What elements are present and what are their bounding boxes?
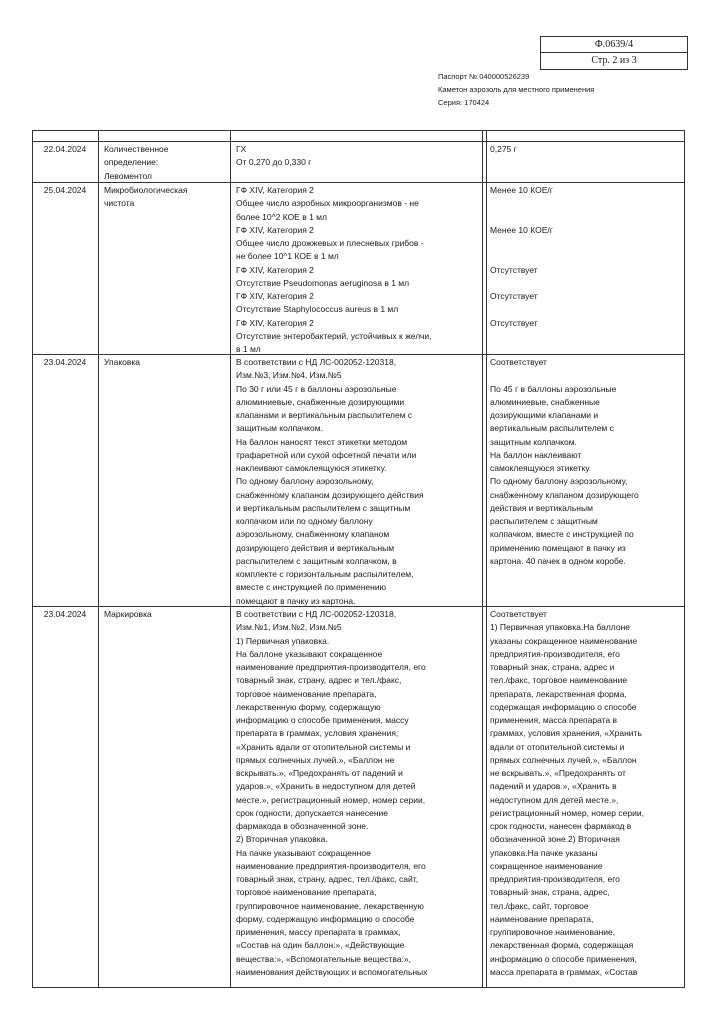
text-line: не вскрывать.», «Предохранять от bbox=[490, 768, 626, 778]
text-line: защитным колпачком. bbox=[490, 436, 577, 447]
text-line: тел./факс, торговое наименование bbox=[490, 675, 628, 686]
text-line: ГФ XIV, Категория 2 bbox=[236, 264, 314, 275]
text-line bbox=[490, 237, 684, 250]
text-line: 23.04.2024 bbox=[43, 357, 87, 367]
text-line: алюминиевые, снабженные bbox=[490, 396, 600, 407]
text-line: ударов.», «Хранить в недоступном для детей bbox=[236, 781, 416, 792]
text-line: Отсутствует bbox=[490, 264, 538, 275]
text-line: клапанами и вертикальным распылителем с bbox=[236, 410, 413, 420]
text-line: месте.», регистрационный номер, номер серии, bbox=[236, 794, 426, 805]
text-line: срок годности, допускается нанесение bbox=[236, 807, 389, 818]
result-cell bbox=[490, 608, 684, 986]
text-line: От 0,270 до 0,330 г bbox=[236, 157, 312, 168]
text-line bbox=[490, 277, 684, 290]
text-line bbox=[490, 369, 684, 382]
text-line: ГФ XIV, Категория 2 bbox=[236, 185, 314, 195]
text-line: торговое наименование препарата, bbox=[236, 887, 377, 898]
text-line: На баллон наносят текст этикетки методом bbox=[236, 436, 408, 447]
document-header bbox=[438, 70, 594, 109]
row-divider bbox=[33, 354, 684, 355]
text-line: Менее 10 КОЕ/г bbox=[490, 185, 553, 195]
text-line: товарный знак, страна, адрес и bbox=[490, 662, 615, 672]
text-line: наклеивают самоклеящуюся этикетку. bbox=[236, 463, 387, 473]
test-name-cell bbox=[104, 184, 228, 354]
text-line: В соответствии с НД ЛС-002052-120318, bbox=[236, 357, 397, 367]
text-line: прямых солнечных лучей.», «Баллон bbox=[490, 754, 637, 765]
text-line bbox=[490, 211, 684, 224]
text-line: На пачке указывают сокращенное bbox=[236, 847, 371, 858]
text-line: действия и вертикальным bbox=[490, 502, 593, 513]
form-code-box bbox=[540, 36, 688, 70]
text-line: 2) Вторичная упаковка. bbox=[236, 834, 328, 845]
text-line: и вертикальным распылителем с защитным bbox=[236, 502, 411, 513]
text-line: дозирующего действия и вертикальным bbox=[236, 542, 395, 553]
specification-cell bbox=[236, 356, 480, 606]
date-cell bbox=[34, 143, 96, 182]
text-line: вместе с инструкцией по применению bbox=[236, 582, 386, 593]
text-line: в 1 мл bbox=[236, 344, 261, 354]
text-line: Общее число дрожжевых и плесневых грибов - bbox=[236, 238, 424, 248]
text-line: Общее число аэробных микроорганизмов - не bbox=[236, 198, 419, 209]
specification-cell bbox=[236, 608, 480, 986]
text-line: товарный знак, страну, адрес, тел./факс, сайт, bbox=[236, 874, 419, 884]
text-line: Отсутствие Staphylococcus aureus в 1 мл bbox=[236, 304, 399, 315]
test-name-cell bbox=[104, 356, 228, 606]
text-line: регистрационный номер, номер серии, bbox=[490, 807, 644, 818]
text-line: колпачком, вместе с инструкцией по bbox=[490, 529, 634, 540]
text-line: Соответствует bbox=[490, 609, 547, 619]
text-line: 22.04.2024 bbox=[43, 144, 87, 154]
product-name: Каметон аэрозоль для местного применения bbox=[438, 85, 595, 94]
text-line: Менее 10 КОЕ/г bbox=[490, 224, 553, 235]
text-line: колпачком или по одному баллону bbox=[236, 516, 373, 526]
specification-cell bbox=[236, 143, 480, 182]
text-line: торговое наименование препарата, bbox=[236, 688, 377, 699]
text-line: упаковка.На пачке указаны bbox=[490, 847, 598, 858]
text-line: информацию о способе применения, bbox=[490, 953, 637, 964]
text-line: Упаковка bbox=[104, 357, 141, 367]
text-line: применения, масса препарата в bbox=[490, 715, 618, 725]
date-cell bbox=[34, 184, 96, 354]
text-line: Отсутствует bbox=[490, 291, 538, 301]
column-divider bbox=[230, 131, 231, 987]
text-line: На баллоне указывают сокращенное bbox=[236, 648, 383, 659]
text-line: прямых солнечных лучей.», «Баллон не bbox=[236, 754, 395, 765]
row-divider bbox=[33, 141, 684, 142]
text-line: 25.04.2024 bbox=[43, 185, 87, 195]
text-line: не более 10^1 КОЕ в 1 мл bbox=[236, 251, 339, 262]
column-divider bbox=[482, 131, 483, 987]
text-line: Изм.№1, Изм.№2, Изм.№5 bbox=[236, 622, 342, 633]
text-line: Соответствует bbox=[490, 357, 547, 367]
text-line: наименование препарата, bbox=[490, 913, 594, 924]
text-line: падений и ударов.», «Хранить в bbox=[490, 781, 617, 792]
text-line: граммах, условия хранения, «Хранить bbox=[490, 728, 642, 739]
text-line: недоступном для детей месте.», bbox=[490, 794, 619, 805]
test-name-cell bbox=[104, 608, 228, 986]
text-line: срок годности, нанесен фармакод в bbox=[490, 821, 632, 831]
row-divider bbox=[33, 606, 684, 607]
text-line: обозначенной зоне.2) Вторичная bbox=[490, 834, 620, 845]
text-line: фармакода в обозначенной зоне. bbox=[236, 821, 369, 831]
text-line: вскрывать.», «Предохранять от падений и bbox=[236, 768, 403, 778]
text-line: тел./факс, сайт, торговое bbox=[490, 900, 589, 911]
text-line: В соответствии с НД ЛС-002052-120318, bbox=[236, 609, 397, 619]
test-name-cell bbox=[104, 143, 228, 182]
text-line: Микробиологическая bbox=[104, 185, 188, 195]
text-line bbox=[490, 303, 684, 316]
text-line: помещают в пачку из картона. bbox=[236, 595, 356, 606]
text-line: дозирующими клапанами и bbox=[490, 410, 599, 420]
text-line: масса препарата в граммах, «Состав bbox=[490, 966, 638, 977]
text-line: По 45 г в баллоны аэрозольные bbox=[490, 383, 617, 394]
text-line: ГФ XIV, Категория 2 bbox=[236, 317, 314, 328]
text-line: лекарственную форму, содержащую bbox=[236, 701, 381, 712]
text-line: более 10^2 КОЕ в 1 мл bbox=[236, 211, 327, 222]
text-line: Отсутствует bbox=[490, 317, 538, 328]
text-line: вдали от отопительной системы и bbox=[490, 741, 625, 752]
text-line: ГФ XIV, Категория 2 bbox=[236, 224, 314, 235]
result-cell bbox=[490, 184, 684, 354]
text-line: Отсутствие Pseudomonas aeruginosa в 1 мл bbox=[236, 277, 410, 288]
text-line: товарный знак, страна, адрес, bbox=[490, 887, 610, 898]
text-line: Левоментол bbox=[104, 170, 153, 181]
text-line: форму, содержащую информацию о способе bbox=[236, 913, 415, 924]
text-line: группировочное наименование, лекарственную bbox=[236, 900, 424, 911]
result-cell bbox=[490, 356, 684, 606]
text-line: указаны сокращенное наименование bbox=[490, 635, 638, 646]
text-line: вертикальным распылителем с bbox=[490, 423, 614, 434]
result-cell bbox=[490, 143, 684, 182]
text-line: чистота bbox=[104, 198, 135, 209]
text-line: Количественное bbox=[104, 144, 169, 154]
text-line bbox=[490, 197, 684, 210]
series-number: Серия: 170424 bbox=[438, 98, 490, 107]
text-line: снабженному клапаном дозирующего bbox=[490, 489, 639, 500]
row-divider bbox=[33, 182, 684, 183]
text-line: распылителем с защитным bbox=[490, 516, 598, 526]
text-line: самоклеящуюся этикетку. bbox=[490, 463, 592, 473]
text-line: определение: bbox=[104, 157, 159, 168]
date-cell bbox=[34, 356, 96, 606]
date-cell bbox=[34, 608, 96, 986]
text-line: применения, массу препарата в граммах, bbox=[236, 927, 401, 937]
text-line: 23.04.2024 bbox=[43, 609, 87, 619]
text-line: содержащая информацию о способе bbox=[490, 701, 637, 712]
text-line: товарный знак, страну, адрес и тел./факс, bbox=[236, 675, 402, 686]
text-line: наименование предприятия-производителя, его bbox=[236, 662, 426, 672]
text-line: На баллон наклеивают bbox=[490, 449, 582, 460]
text-line: Маркировка bbox=[104, 609, 152, 619]
text-line bbox=[490, 250, 684, 263]
text-line: трафаретной или сухой офсетной печати или bbox=[236, 449, 417, 460]
text-line: препарата в граммах, условия хранения, bbox=[236, 728, 399, 739]
text-line: 1) Первичная упаковка. bbox=[236, 635, 330, 646]
column-divider bbox=[486, 131, 487, 987]
column-divider bbox=[98, 131, 99, 987]
text-line: снабженному клапаном дозирующего действия bbox=[236, 489, 424, 500]
form-code: Ф.0639/4 bbox=[541, 37, 687, 53]
text-line: вещества:», «Вспомогательные вещества:», bbox=[236, 953, 411, 964]
text-line: комплекте с горизонтальным распылителем, bbox=[236, 569, 414, 579]
text-line: 1) Первичная упаковка.На баллоне bbox=[490, 622, 630, 633]
text-line: «Состав на один баллон:», «Действующие bbox=[236, 940, 405, 951]
text-line: наименование предприятия-производителя, его bbox=[236, 860, 426, 871]
text-line: Отсутствие энтеробактерий, устойчивых к желчи, bbox=[236, 330, 432, 341]
passport-number: Паспорт № 040000526239 bbox=[438, 72, 530, 81]
text-line: наименования действующих и вспомогательных bbox=[236, 966, 428, 977]
text-line: лекарственная форма, содержащая bbox=[490, 940, 634, 951]
text-line: предприятия-производителя, его bbox=[490, 874, 620, 884]
text-line: применению помещают в пачку из bbox=[490, 542, 626, 553]
text-line: информацию о способе применения, массу bbox=[236, 715, 409, 725]
text-line: ГХ bbox=[236, 144, 247, 154]
text-line: По одному баллону аэрозольному, bbox=[490, 476, 628, 487]
text-line: ГФ XIV, Категория 2 bbox=[236, 291, 314, 301]
text-line: По одному баллону аэрозольному, bbox=[236, 476, 374, 487]
text-line: «Хранить вдали от отопительной системы и bbox=[236, 741, 411, 752]
text-line: По 30 г или 45 г в баллоны аэрозольные bbox=[236, 383, 397, 394]
text-line: картона. 40 пачек в одном коробе. bbox=[490, 555, 626, 566]
text-line: Изм.№3, Изм.№4, Изм.№5 bbox=[236, 370, 342, 381]
text-line: аэрозольному, снабженному клапаном bbox=[236, 529, 390, 540]
text-line: предприятия-производителя, его bbox=[490, 648, 620, 659]
text-line: сокращенное наименование bbox=[490, 860, 603, 871]
text-line: распылителем с защитным колпачком, в bbox=[236, 555, 397, 566]
page-counter: Стр. 2 из 3 bbox=[591, 55, 637, 66]
text-line: группировочное наименование, bbox=[490, 927, 616, 937]
text-line: защитным колпачком. bbox=[236, 423, 323, 434]
specification-cell bbox=[236, 184, 480, 354]
text-line: препарата, лекарственная форма, bbox=[490, 688, 627, 699]
text-line: 0,275 г bbox=[490, 144, 517, 154]
text-line: алюминиевые, снабженные дозирующими bbox=[236, 396, 405, 407]
